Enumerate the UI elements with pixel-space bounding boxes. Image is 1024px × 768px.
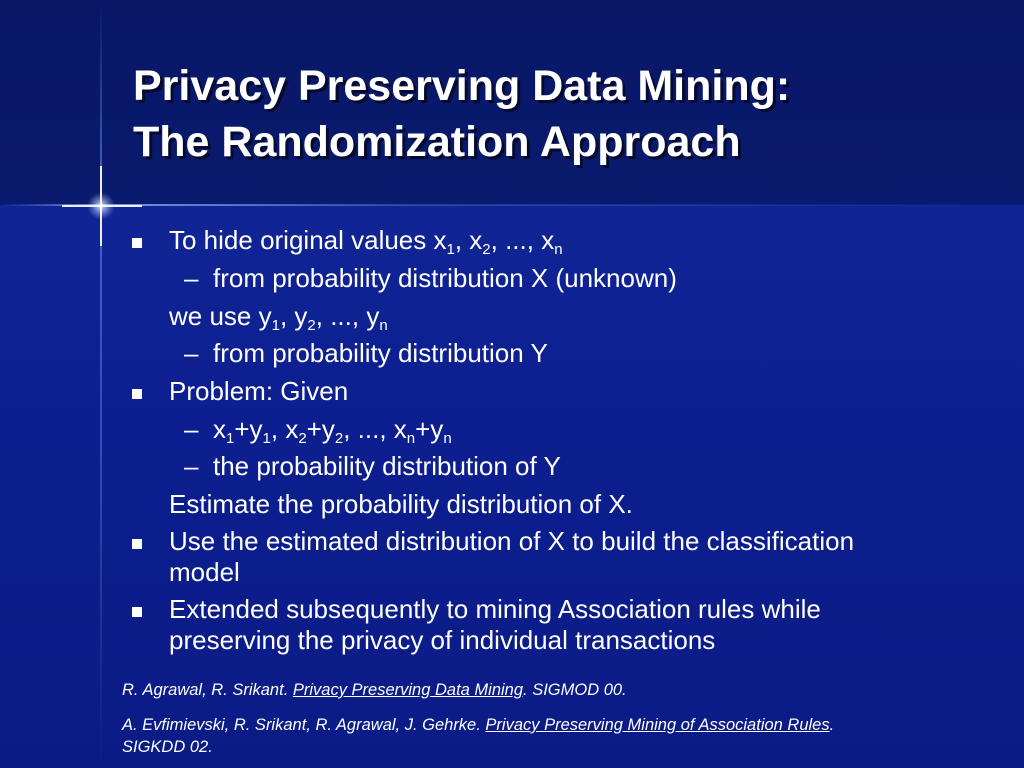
slide-title [133,58,993,170]
list-item: Problem: Given [169,376,349,406]
list-item-text: , x [270,414,299,444]
reference-1 [122,680,627,701]
list-item [169,301,388,332]
bullet-marker [132,539,142,549]
list-item-text: +y [415,414,444,444]
list-item-text: +y [234,414,263,444]
list-item-text: , ..., y [315,301,380,331]
list-item-text: we use y [169,301,272,331]
sub-list-item: from probability distribution X (unknown) [213,263,677,293]
dash-marker: – [184,338,199,368]
subscript: 1 [226,430,235,447]
subscript: 2 [482,241,491,258]
subscript: n [554,241,563,258]
sub-list-item [213,414,452,445]
reference-venue: . SIGMOD 00. [523,681,627,699]
reference-2 [122,715,834,736]
sub-list-item: from probability distribution Y [213,338,548,368]
dash-marker: – [184,451,199,481]
list-item-text: , ..., x [490,225,555,255]
list-item-continuation: model [169,557,240,587]
dash-marker: – [184,414,199,444]
list-item [169,225,563,256]
bullet-marker [132,607,142,617]
title-line-2: The Randomization Approach [133,118,741,166]
title-line-1: Privacy Preserving Data Mining: [133,62,791,110]
bullet-marker [132,238,142,248]
subscript: n [379,317,388,334]
subscript: 1 [446,241,455,258]
vertical-accent-line [100,0,102,768]
list-item-text: , y [279,301,308,331]
list-item-text: +y [306,414,335,444]
subscript: 2 [334,430,344,447]
subscript: 1 [262,430,271,447]
reference-authors: R. Agrawal, R. Srikant. [122,681,293,699]
list-item-text: To hide original values x [169,225,447,255]
sparkle-icon [62,166,142,246]
bullet-marker [132,389,142,399]
list-item-continuation: preserving the privacy of individual transactions [169,625,716,655]
horizontal-accent-line [0,204,1024,206]
list-item-text: x [213,414,226,444]
reference-venue: . [829,716,835,734]
list-item-text: , ..., x [343,414,407,444]
subscript: n [406,430,416,447]
subscript: n [443,430,452,447]
reference-authors: A. Evfimievski, R. Srikant, R. Agrawal, J. Gehrke. [122,716,486,734]
subscript: 2 [307,317,316,334]
subscript: 2 [298,430,307,447]
dash-marker: – [184,263,199,293]
reference-link[interactable]: Privacy Preserving Mining of Association Rules [485,716,830,734]
sub-list-item: the probability distribution of Y [213,451,561,481]
list-item: Extended subsequently to mining Association rules while [169,594,821,624]
list-item: Estimate the probability distribution of X. [169,489,633,519]
reference-2-venue: SIGKDD 02. [122,738,213,756]
reference-link[interactable]: Privacy Preserving Data Mining [292,681,524,699]
list-item: Use the estimated distribution of X to build the classification [169,526,855,556]
subscript: 1 [271,317,280,334]
list-item-text: , x [454,225,483,255]
